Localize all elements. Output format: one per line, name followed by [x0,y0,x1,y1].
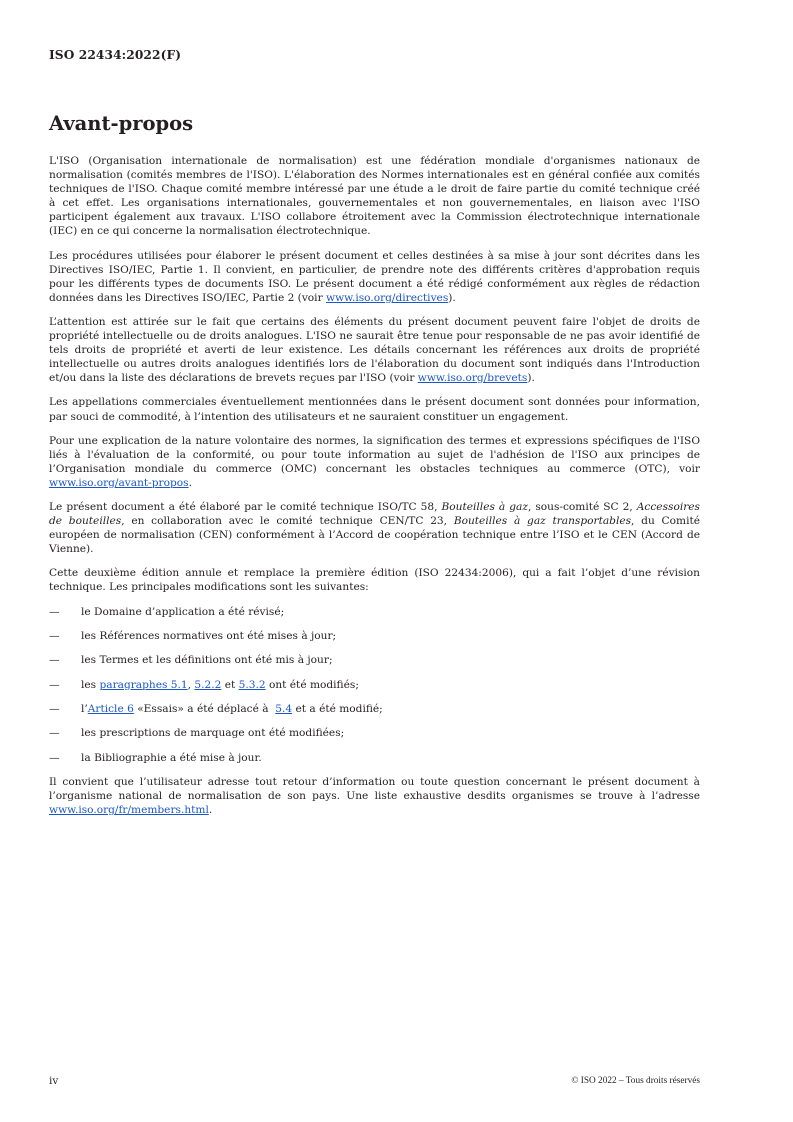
list-item-text: , [187,678,195,691]
paragraph-text: , sous-comité SC 2, [527,500,637,513]
list-item [49,751,700,765]
link-paragraph-5-2-2[interactable]: 5.2.2 [194,678,222,691]
paragraph-edition: Cette deuxième édition annule et remplace la première édition (ISO 22434:2006), qui a fait l’objet d’une révision technique. Les principales modifications sont les suivantes: [49,567,700,594]
page-number: iv [49,1075,59,1087]
list-item [49,702,700,716]
paragraph-procedures [49,249,700,305]
cen-committee-title: Bouteilles à gaz transportables [453,515,632,528]
link-paragraph-5-3-2[interactable]: 5.3.2 [238,678,266,691]
paragraph-committee [49,500,700,556]
paragraph-text: L’attention est attirée sur le fait que certains des éléments du présent document peuvent faire l'objet de droits de propriété intellectuelle ou de droits analogues. L'ISO ne saurait être tenue pour responsable de ne pas avoir identifié de tels droits de propriété et averti de leur existence. Les détails concernant les références aux droits de propriété intellectuelle ou autres droits analogues identifiés lors de l'élaboration du document sont indiqués dans l'Introduction et/ou dans la liste des déclarations de brevets reçues par l'ISO (voir [49,315,700,385]
paragraph-tail: ). [448,291,456,304]
list-item-text: l’ [81,703,88,716]
list-item-text: le Domaine d’application a été révisé; [81,605,285,618]
copyright-notice: © ISO 2022 – Tous droits réservés [571,1076,700,1086]
list-item [49,726,700,740]
paragraph-iso-intro: L'ISO (Organisation internationale de normalisation) est une fédération mondiale d'organismes nationaux de normalisation (comités membres de l'ISO). L'élaboration des Normes internationales est en général confiée aux comités techniques de l'ISO. Chaque comité membre intéressé par une étude a le droit de faire partie du comité technique créé à cet effet. Les organisations internationales, gouvernementales et non gouvernementales, en liaison avec l'ISO participent également aux travaux. L'ISO collabore étroitement avec la Commission électrotechnique internationale (IEC) en ce qui concerne la normalisation électrotechnique. [49,155,700,238]
list-item-text: les Termes et les définitions ont été mis à jour; [81,654,333,667]
list-item-text: les prescriptions de marquage ont été modifiées; [81,727,345,740]
dash-bullet: — [49,703,60,716]
paragraph-trade-names: Les appellations commerciales éventuellement mentionnées dans le présent document sont données pour information, par souci de commodité, à l’intention des utilisateurs et ne sauraient constituer un engagement. [49,396,700,423]
dash-bullet: — [49,654,60,667]
subcommittee-title: Accessoires de bouteilles [49,500,700,528]
paragraph-feedback [49,775,700,817]
document-identifier: ISO 22434:2022(F) [49,48,182,62]
link-directives[interactable]: www.iso.org/directives [326,291,449,304]
foreword-body [49,154,700,828]
link-paragraph-5-4[interactable]: 5.4 [275,703,293,716]
paragraph-patents [49,315,700,385]
link-members[interactable]: www.iso.org/fr/members.html [49,804,209,817]
paragraph-text: , du Comité européen de normalisation (CEN) conformément à l’Accord de coopération technique entre l’ISO et le CEN (Accord de Vienne). [49,515,700,556]
list-item [49,653,700,667]
list-item-text: les Références normatives ont été mises à jour; [81,629,337,642]
list-item-text: ont été modifiés; [265,678,359,691]
paragraph-text: Le présent document a été élaboré par le comité technique ISO/TC 58, [49,500,442,513]
link-article-6[interactable]: Article 6 [87,703,134,716]
paragraph-text: Pour une explication de la nature volontaire des normes, la signification des termes et expressions spécifiques de l'ISO liés à l'évaluation de la conformité, ou pour toute information au sujet de l'adhésion de l'ISO aux principes de l’Organisation mondiale du commerce (OMC) concernant les obstacles techniques au commerce (OTC), voir [49,434,700,475]
changes-list [49,605,700,765]
dash-bullet: — [49,678,60,691]
paragraph-tail: . [188,476,192,489]
list-item-text: et a été modifié; [292,703,383,716]
list-item [49,605,700,619]
committee-title: Bouteilles à gaz [441,500,528,513]
dash-bullet: — [49,727,60,740]
paragraph-text: Il convient que l’utilisateur adresse tout retour d’information ou toute question concernant le présent document à l’organisme national de normalisation de son pays. Une liste exhaustive desdits organismes se trouve à l’adresse [49,776,700,803]
list-item-text: et [221,678,239,691]
paragraph-text: Les procédures utilisées pour élaborer le présent document et celles destinées à sa mise à jour sont décrites dans les Directives ISO/IEC, Partie 1. Il convient, en particulier, de prendre note des différents critères d'approbation requis pour les différents types de documents ISO. Le présent document a été rédigé conformément aux règles de rédaction données dans les Directives ISO/IEC, Partie 2 (voir [49,249,700,304]
list-item-text: la Bibliographie a été mise à jour. [81,751,262,764]
paragraph-tail: . [208,804,213,817]
link-paragraph-5-1[interactable]: paragraphes 5.1 [99,678,188,691]
list-item-text: «Essais» a été déplacé à [133,703,276,716]
paragraph-tail: ). [527,372,535,385]
page-title: Avant-propos [49,112,194,135]
link-avant-propos[interactable]: www.iso.org/avant-propos [49,476,189,489]
dash-bullet: — [49,751,60,764]
list-item [49,629,700,643]
link-brevets[interactable]: www.iso.org/brevets [417,372,528,385]
list-item [49,678,700,692]
dash-bullet: — [49,629,60,642]
paragraph-voluntary-nature [49,434,700,490]
paragraph-text: , en collaboration avec le comité technique CEN/TC 23, [121,515,454,528]
dash-bullet: — [49,605,60,618]
list-item-text: les [81,678,100,691]
